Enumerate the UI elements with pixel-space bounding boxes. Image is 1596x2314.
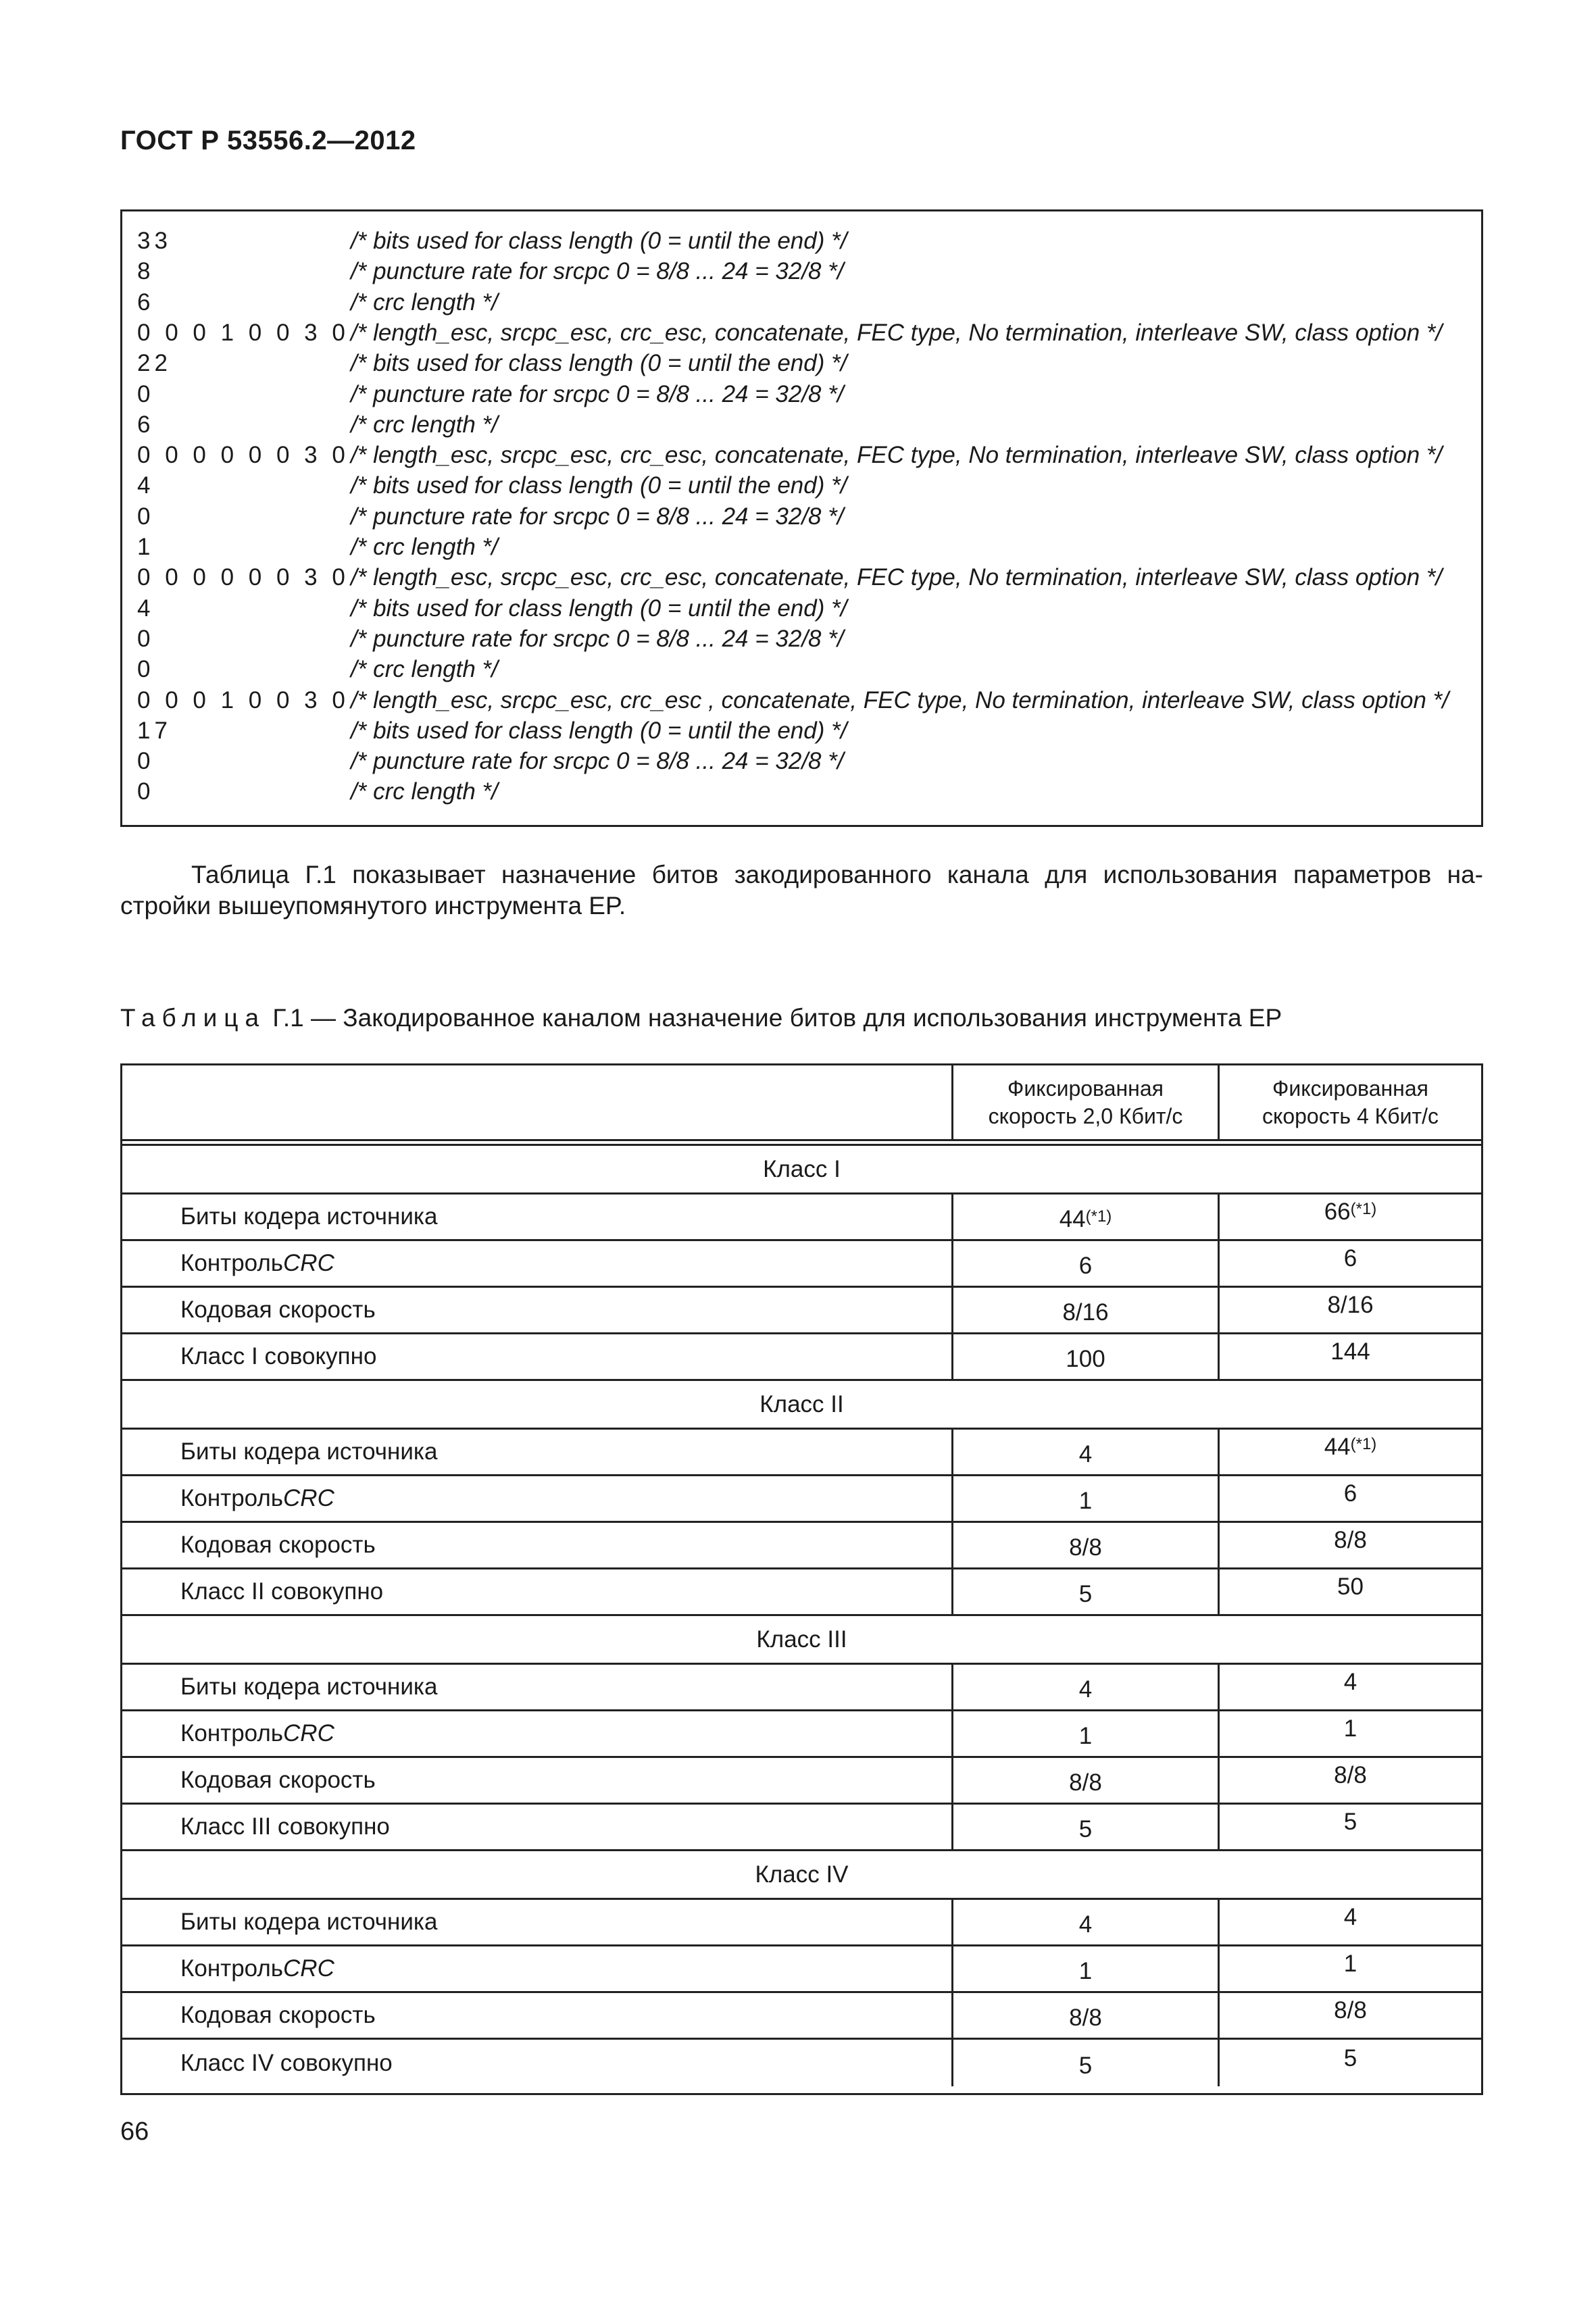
code-value: 17 — [137, 717, 172, 744]
code-value: 0 0 0 0 0 0 3 0 — [137, 564, 349, 591]
code-value: 0 — [137, 778, 155, 805]
value-2-0kbps-text: 8/16 — [1062, 1299, 1109, 1326]
header-col-2-line-2: скорость 2,0 Кбит/с — [988, 1103, 1183, 1128]
value-4kbps — [1218, 1993, 1481, 2038]
value-2-0kbps — [951, 1476, 1218, 1521]
value-4kbps — [1218, 1900, 1481, 1944]
code-comment: /* bits used for class length (0 = until the end) */ — [351, 717, 847, 744]
row-label-text: Класс IV совокупно — [180, 2049, 393, 2076]
row-label-text: Класс II совокупно — [180, 1578, 384, 1605]
row-label — [122, 1665, 951, 1709]
code-comment: /* puncture rate for srcpc 0 = 8/8 ... 24 = 32/8 */ — [351, 625, 844, 652]
table-row — [122, 1805, 1481, 1851]
class-section-title: Класс II — [122, 1381, 1481, 1430]
code-value: 4 — [137, 595, 155, 622]
header-col-3-line-1: Фиксированная — [1272, 1076, 1428, 1101]
value-4kbps-text: 5 — [1343, 1809, 1357, 1835]
row-label-text: Класс III совокупно — [180, 1813, 390, 1840]
value-4kbps-text: 1 — [1343, 1715, 1357, 1742]
table-row — [122, 1758, 1481, 1805]
row-label-italic: CRC — [283, 1485, 334, 1511]
code-comment: /* crc length */ — [351, 534, 498, 560]
code-comment: /* puncture rate for srcpc 0 = 8/8 ... 24 = 32/8 */ — [351, 380, 844, 407]
row-label-text: Контроль — [180, 1955, 284, 1982]
value-2-0kbps-text: 8/8 — [1069, 1534, 1102, 1561]
value-4kbps-text: 8/8 — [1334, 1762, 1367, 1788]
value-2-0kbps-text: 5 — [1078, 1816, 1093, 1842]
row-label-italic: CRC — [283, 1250, 334, 1276]
value-4kbps — [1218, 1288, 1481, 1332]
value-4kbps-text: 4 — [1343, 1904, 1357, 1930]
code-comment: /* length_esc, srcpc_esc, crc_esc , concatenate, FEC type, No termination, interleave SW, class option */ — [351, 686, 1449, 713]
table-row — [122, 2040, 1481, 2086]
value-2-0kbps — [951, 1805, 1218, 1849]
value-2-0kbps — [951, 1523, 1218, 1567]
row-label — [122, 1569, 951, 1614]
code-comment: /* bits used for class length (0 = until the end) */ — [351, 228, 847, 254]
header-double-rule — [122, 1139, 1481, 1146]
code-value: 0 — [137, 748, 155, 775]
row-label — [122, 1194, 951, 1239]
row-label — [122, 1946, 951, 1991]
value-4kbps-note: (*1) — [1350, 1200, 1377, 1218]
value-4kbps-text: 8/16 — [1327, 1292, 1374, 1318]
row-label-text: Кодовая скорость — [180, 1297, 376, 1323]
value-4kbps-text: 8/8 — [1334, 1997, 1367, 2023]
code-value: 1 — [137, 534, 155, 560]
row-label — [122, 1993, 951, 2038]
table-row — [122, 1665, 1481, 1711]
value-2-0kbps-text: 4 — [1078, 1676, 1093, 1703]
paragraph-line-2: стройки вышеупомянутого инструмента EP. — [120, 892, 626, 920]
value-2-0kbps — [951, 1430, 1218, 1474]
code-comment: /* length_esc, srcpc_esc, crc_esc, concatenate, FEC type, No termination, interleave SW, class option */ — [351, 564, 1443, 591]
table-row — [122, 1946, 1481, 1993]
header-col-2-0kbps — [951, 1065, 1218, 1139]
code-value: 0 0 0 1 0 0 3 0 — [137, 686, 349, 713]
table-row — [122, 1993, 1481, 2040]
code-comment: /* length_esc, srcpc_esc, crc_esc, concatenate, FEC type, No termination, interleave SW, class option */ — [351, 442, 1443, 469]
value-2-0kbps — [951, 1946, 1218, 1991]
value-2-0kbps — [951, 1569, 1218, 1614]
value-2-0kbps-text: 1 — [1078, 1723, 1093, 1749]
value-2-0kbps — [951, 1900, 1218, 1944]
row-label — [122, 1758, 951, 1803]
code-value: 6 — [137, 288, 155, 316]
value-2-0kbps-text: 5 — [1078, 2052, 1093, 2079]
code-value: 0 0 0 1 0 0 3 0 — [137, 319, 349, 346]
row-label — [122, 2040, 951, 2086]
code-value: 0 — [137, 625, 155, 652]
value-2-0kbps-text: 100 — [1066, 1346, 1105, 1372]
code-comment: /* bits used for class length (0 = until the end) */ — [351, 350, 847, 377]
row-label — [122, 1523, 951, 1567]
value-4kbps-text: 6 — [1343, 1480, 1357, 1507]
value-4kbps-text: 5 — [1343, 2044, 1357, 2071]
value-2-0kbps — [951, 2040, 1218, 2086]
header-col-4kbps — [1218, 1065, 1481, 1139]
row-label — [122, 1288, 951, 1332]
value-2-0kbps-text: 4 — [1078, 1441, 1093, 1467]
code-comment: /* bits used for class length (0 = until the end) */ — [351, 595, 847, 622]
value-2-0kbps-note: (*1) — [1085, 1207, 1112, 1226]
row-label-italic: CRC — [283, 1955, 334, 1982]
caption-text: Г.1 — Закодированное каналом назначение битов для использования инструмента EP — [266, 1004, 1282, 1032]
row-label-text: Кодовая скорость — [180, 1767, 376, 1793]
table-row — [122, 1569, 1481, 1616]
row-label-text: Контроль — [180, 1250, 284, 1276]
table-row — [122, 1334, 1481, 1381]
code-value: 8 — [137, 258, 155, 285]
row-label — [122, 1241, 951, 1286]
row-label — [122, 1900, 951, 1944]
code-comment: /* puncture rate for srcpc 0 = 8/8 ... 24 = 32/8 */ — [351, 503, 844, 530]
class-section-title: Класс I — [122, 1146, 1481, 1194]
row-label-text: Класс I совокупно — [180, 1343, 377, 1369]
value-4kbps-text: 144 — [1330, 1338, 1370, 1365]
table-row — [122, 1241, 1481, 1288]
code-value: 6 — [137, 411, 155, 438]
value-2-0kbps-text: 5 — [1078, 1581, 1093, 1607]
document-header: ГОСТ Р 53556.2—2012 — [120, 126, 416, 155]
code-block — [120, 209, 1483, 827]
row-label-italic: CRC — [283, 1720, 334, 1746]
table-caption — [120, 1004, 1282, 1032]
row-label-text: Контроль — [180, 1485, 284, 1511]
code-comment: /* puncture rate for srcpc 0 = 8/8 ... 24 = 32/8 */ — [351, 258, 844, 285]
value-4kbps — [1218, 1194, 1481, 1239]
bit-allocation-table — [120, 1063, 1483, 2095]
value-4kbps-text: 50 — [1337, 1574, 1364, 1600]
header-col-2-line-1: Фиксированная — [1007, 1076, 1164, 1101]
value-2-0kbps — [951, 1334, 1218, 1379]
code-comment: /* crc length */ — [351, 288, 498, 316]
code-comment: /* crc length */ — [351, 778, 498, 805]
value-4kbps — [1218, 1665, 1481, 1709]
row-label-text: Биты кодера источника — [180, 1203, 438, 1230]
value-2-0kbps — [951, 1241, 1218, 1286]
value-4kbps — [1218, 1241, 1481, 1286]
code-comment: /* puncture rate for srcpc 0 = 8/8 ... 24 = 32/8 */ — [351, 748, 844, 775]
code-comment: /* crc length */ — [351, 656, 498, 683]
code-value: 0 0 0 0 0 0 3 0 — [137, 442, 349, 469]
value-2-0kbps-text: 8/8 — [1069, 1769, 1102, 1796]
value-2-0kbps-text: 6 — [1078, 1253, 1093, 1279]
code-value: 0 — [137, 503, 155, 530]
value-2-0kbps — [951, 1194, 1218, 1239]
value-2-0kbps-text: 1 — [1078, 1958, 1093, 1984]
row-label — [122, 1430, 951, 1474]
value-4kbps — [1218, 1523, 1481, 1567]
row-label-text: Кодовая скорость — [180, 1532, 376, 1558]
table-row — [122, 1194, 1481, 1241]
value-4kbps-text: 8/8 — [1334, 1527, 1367, 1553]
value-4kbps — [1218, 1946, 1481, 1991]
row-label-text: Биты кодера источника — [180, 1674, 438, 1700]
value-4kbps-text: 4 — [1343, 1669, 1357, 1695]
row-label-text: Биты кодера источника — [180, 1909, 438, 1935]
page-number: 66 — [120, 2117, 149, 2146]
code-comment: /* bits used for class length (0 = until the end) */ — [351, 472, 847, 499]
table-row — [122, 1900, 1481, 1946]
code-value: 22 — [137, 350, 172, 377]
row-label-text: Контроль — [180, 1720, 284, 1746]
value-4kbps — [1218, 1569, 1481, 1614]
value-4kbps — [1218, 1758, 1481, 1803]
row-label — [122, 1334, 951, 1379]
class-section-title: Класс IV — [122, 1851, 1481, 1900]
table-row — [122, 1476, 1481, 1523]
value-4kbps — [1218, 1476, 1481, 1521]
code-value: 4 — [137, 472, 155, 499]
row-label — [122, 1476, 951, 1521]
paragraph-line-1: Таблица Г.1 показывает назначение битов закодированного канала для использования параметров на- — [191, 861, 1483, 888]
code-value: 0 — [137, 656, 155, 683]
body-paragraph — [120, 859, 1483, 922]
code-comment: /* length_esc, srcpc_esc, crc_esc, concatenate, FEC type, No termination, interleave SW, class option */ — [351, 319, 1443, 346]
header-col-3-line-2: скорость 4 Кбит/с — [1262, 1103, 1439, 1128]
value-2-0kbps — [951, 1665, 1218, 1709]
class-section-title: Класс III — [122, 1616, 1481, 1665]
value-2-0kbps — [951, 1993, 1218, 2038]
caption-prefix: Таблица — [120, 1004, 266, 1032]
value-4kbps-text: 44 — [1324, 1434, 1351, 1460]
value-4kbps — [1218, 2040, 1481, 2086]
code-value: 0 — [137, 380, 155, 407]
value-2-0kbps — [951, 1711, 1218, 1756]
code-value: 33 — [137, 228, 172, 254]
row-label — [122, 1805, 951, 1849]
value-4kbps — [1218, 1334, 1481, 1379]
value-4kbps — [1218, 1805, 1481, 1849]
value-2-0kbps-text: 4 — [1078, 1911, 1093, 1938]
code-comment: /* crc length */ — [351, 411, 498, 438]
value-4kbps — [1218, 1711, 1481, 1756]
value-2-0kbps — [951, 1758, 1218, 1803]
value-2-0kbps — [951, 1288, 1218, 1332]
value-4kbps-text: 6 — [1343, 1245, 1357, 1272]
value-4kbps-note: (*1) — [1350, 1435, 1377, 1453]
row-label-text: Кодовая скорость — [180, 2002, 376, 2028]
value-2-0kbps-text: 1 — [1078, 1488, 1093, 1514]
row-label-text: Биты кодера источника — [180, 1438, 438, 1465]
table-row — [122, 1430, 1481, 1476]
value-4kbps-text: 1 — [1343, 1951, 1357, 1977]
table-row — [122, 1711, 1481, 1758]
table-row — [122, 1288, 1481, 1334]
value-4kbps-text: 66 — [1324, 1199, 1351, 1225]
value-4kbps — [1218, 1430, 1481, 1474]
value-2-0kbps-text: 44 — [1059, 1206, 1086, 1232]
value-2-0kbps-text: 8/8 — [1069, 2005, 1102, 2031]
row-label — [122, 1711, 951, 1756]
table-row — [122, 1523, 1481, 1569]
